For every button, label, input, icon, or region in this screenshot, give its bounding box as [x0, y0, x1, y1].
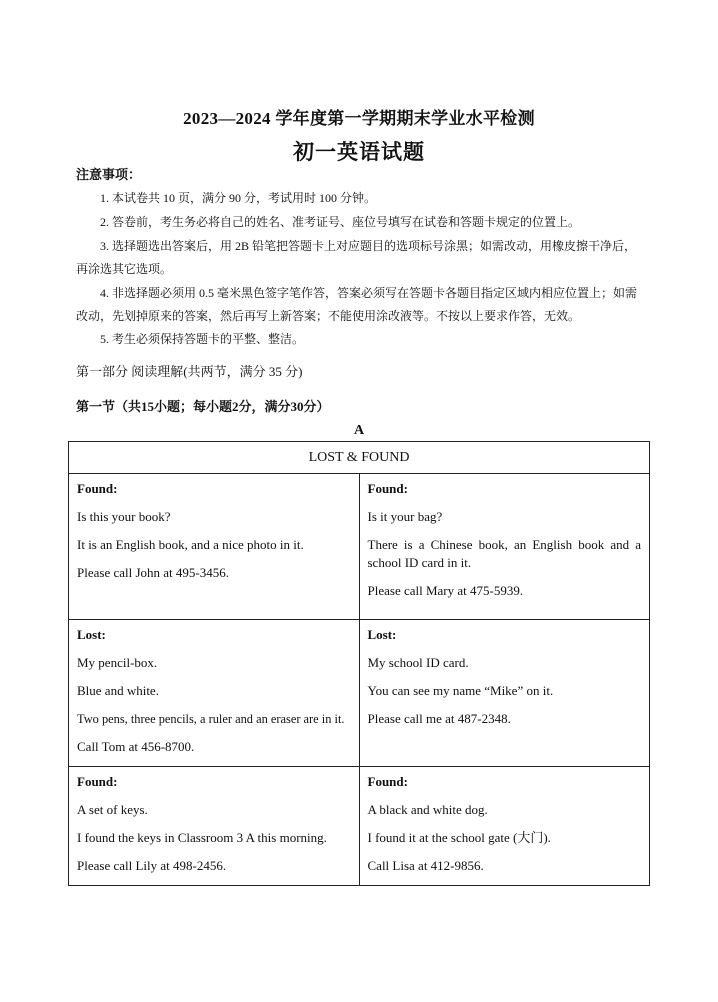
notice-cell [69, 474, 360, 620]
notice-cell [69, 767, 360, 886]
cell-line: Is it your bag? [367, 509, 443, 524]
passage-letter: A [353, 423, 365, 438]
exam-title: 2023—2024 学年度第一学期期末学业水平检测 [183, 109, 535, 128]
notice-cell [359, 620, 650, 767]
cell-line: I found it at the school gate (大门). [367, 830, 551, 845]
exam-subtitle: 初一英语试题 [293, 140, 425, 164]
cell-line: There is a Chinese book, an English book and a school ID card in it. [367, 537, 641, 570]
notice-item: 2. 答卷前，考生务必将自己的姓名、准考证号、座位号填写在试卷和答题卡规定的位置上。 [100, 215, 581, 229]
cell-tag: Found: [367, 481, 408, 496]
cell-line: My pencil-box. [77, 655, 158, 670]
cell-tag: Found: [367, 774, 408, 789]
lost-found-table [68, 441, 650, 886]
cell-line: You can see my name “Mike” on it. [367, 683, 554, 698]
cell-line: My school ID card. [367, 655, 469, 670]
notice-cell [359, 767, 650, 886]
cell-line: It is an English book, and a nice photo in it. [77, 537, 304, 552]
cell-line: Call Lisa at 412-9856. [367, 858, 484, 873]
cell-line: I found the keys in Classroom 3 A this morning. [77, 830, 327, 845]
cell-line: Call Tom at 456-8700. [77, 739, 195, 754]
cell-line: Please call Mary at 475-5939. [367, 583, 524, 598]
notice-item: 5. 考生必须保持答题卡的平整、整洁。 [100, 332, 305, 346]
notice-item: 4. 非选择题必须用 0.5 毫米黑色签字笔作答，答案必须写在答题卡各题目指定区域内相应位置上；如需改动，先划掉原来的答案，然后再写上新答案；不能使用涂改液等。不按以上要求作答，无效。 [76, 286, 638, 323]
cell-tag: Found: [77, 774, 118, 789]
cell-line: Is this your book? [77, 509, 171, 524]
cell-tag: Found: [77, 481, 118, 496]
notice-cell [359, 474, 650, 620]
table-header: LOST & FOUND [69, 442, 650, 474]
notice-item: 1. 本试卷共 10 页，满分 90 分，考试用时 100 分钟。 [100, 191, 377, 205]
cell-line: Please call Lily at 498-2456. [77, 858, 227, 873]
part-heading: 第一部分 阅读理解(共两节，满分 35 分) [76, 364, 303, 379]
cell-line: Blue and white. [77, 683, 159, 698]
notice-heading: 注意事项： [76, 167, 142, 182]
cell-line: Please call John at 495-3456. [77, 565, 229, 580]
cell-tag: Lost: [77, 627, 106, 642]
notice-cell [69, 620, 360, 767]
notice-item: 3. 选择题选出答案后，用 2B 铅笔把答题卡上对应题目的选项标号涂黑；如需改动，用橡皮擦干净后，再涂选其它选项。 [76, 239, 637, 276]
cell-line: A set of keys. [77, 802, 148, 817]
cell-tag: Lost: [367, 627, 397, 642]
cell-line: A black and white dog. [367, 802, 488, 817]
cell-line: Two pens, three pencils, a ruler and an eraser are in it. [77, 712, 345, 726]
section-heading: 第一节（共15小题；每小题2分，满分30分） [76, 399, 330, 414]
cell-line: Please call me at 487-2348. [367, 711, 511, 726]
